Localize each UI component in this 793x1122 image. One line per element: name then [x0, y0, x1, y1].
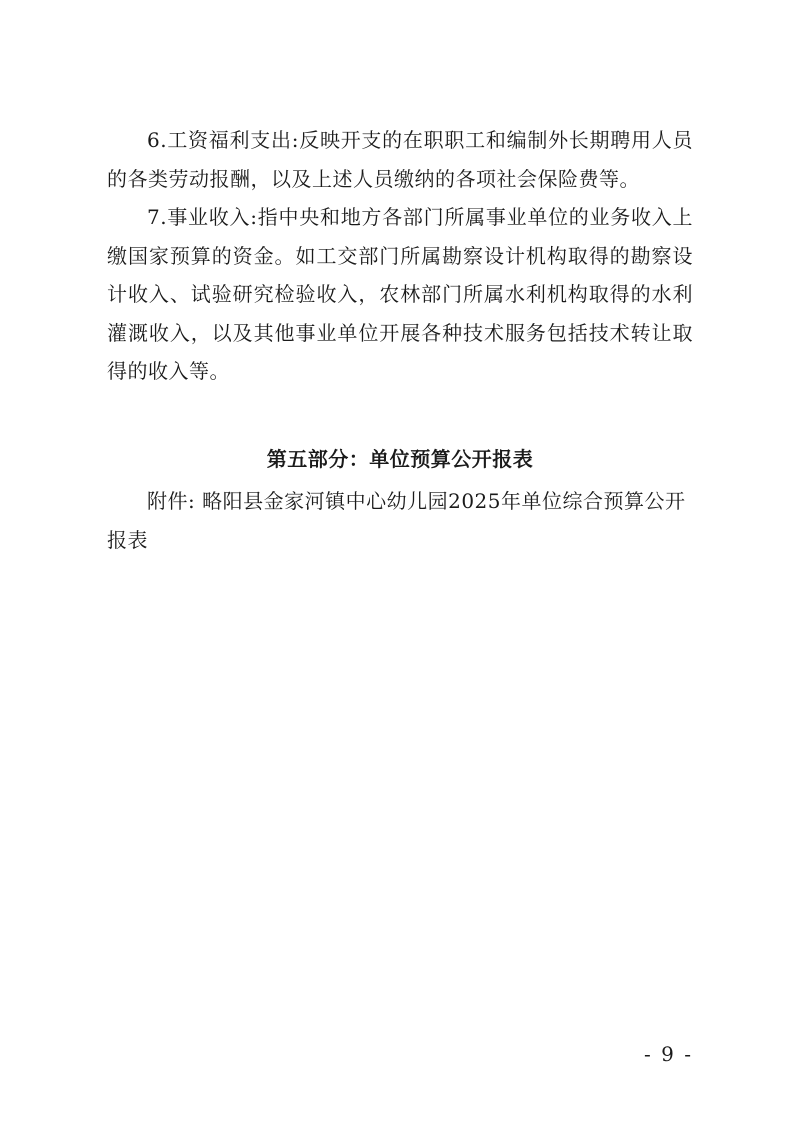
- attachment-note: 附件: 略阳县金家河镇中心幼儿园2025年单位综合预算公开报表: [107, 489, 686, 552]
- paragraph-wage-welfare-expenditure: 6.工资福利支出:反映开支的在职职工和编制外长期聘用人员的各类劳动报酬，以及上述人员缴纳的各项社会保险费等。: [107, 128, 693, 191]
- paragraph-institution-income: 7.事业收入:指中央和地方各部门所属事业单位的业务收入上缴国家预算的资金。如工交部门所属勘察设计机构取得的勘察设计收入、试验研究检验收入，农林部门所属水利机构取得的水利灌溉收入，以及其他事业单位开展各种技术服务包括技术转让取得的收入等。: [107, 205, 693, 383]
- page-number: - 9 -: [644, 1042, 693, 1066]
- section-heading: 第五部分：单位预算公开报表: [266, 447, 534, 471]
